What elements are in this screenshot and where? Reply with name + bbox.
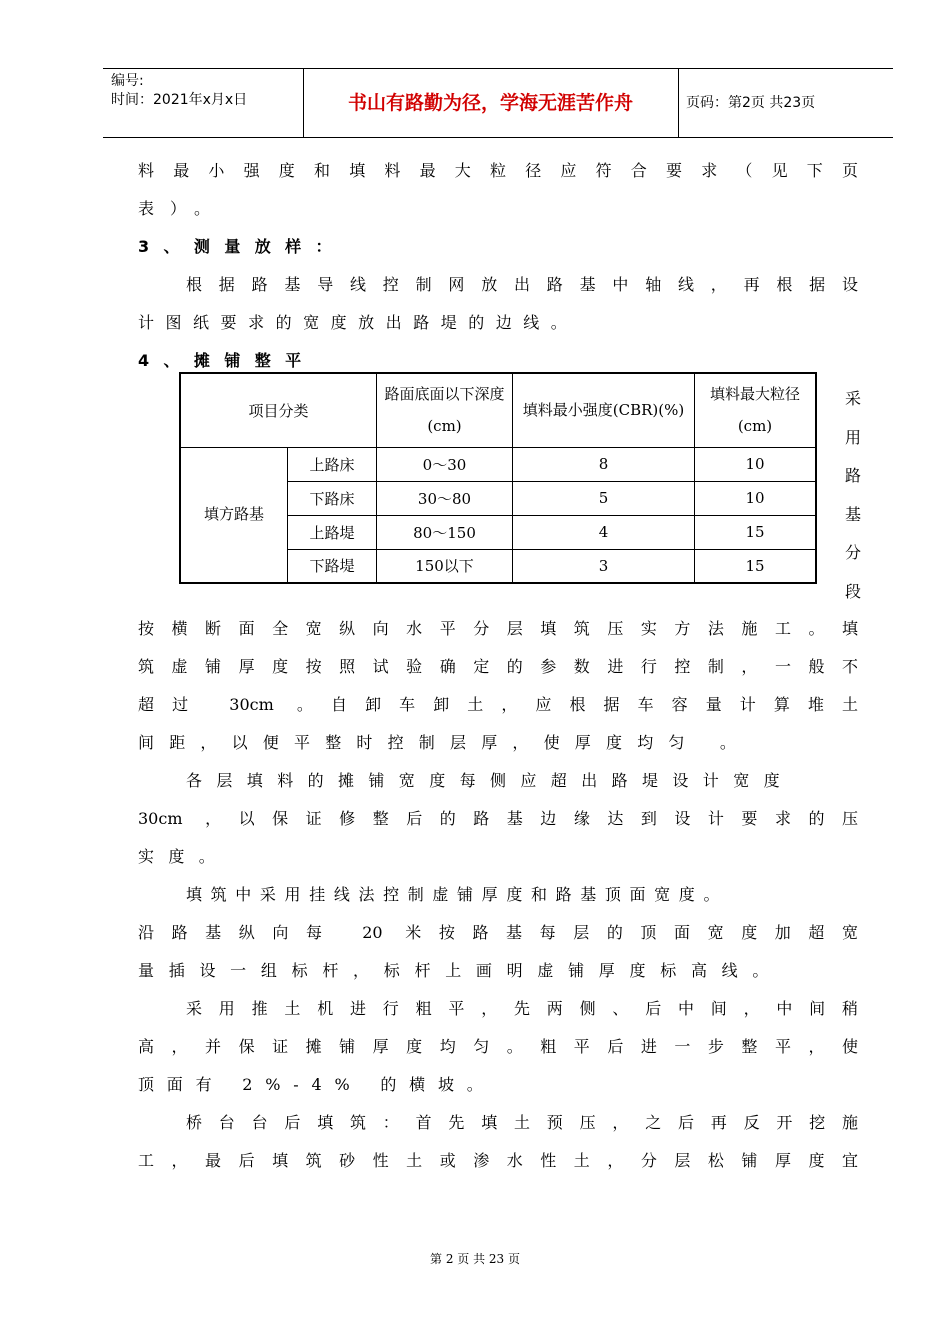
header-depth: 路面底面以下深度(cm) <box>377 373 513 447</box>
group-label: 填方路基 <box>180 447 288 583</box>
row-name: 下路堤 <box>288 549 377 583</box>
row-depth: 30～80 <box>377 481 513 515</box>
side-text-char: 段 <box>844 582 861 601</box>
row-strength: 4 <box>513 515 695 549</box>
row-name: 上路堤 <box>288 515 377 549</box>
paragraph-line: 顶面有 2%-4% 的横坡。 <box>138 1075 496 1094</box>
row-name: 下路床 <box>288 481 377 515</box>
paragraph-line: 实度。 <box>138 847 230 866</box>
side-text-char: 用 <box>844 428 861 447</box>
paragraph-line: 填筑中采用挂线法控制虚铺厚度和路基顶面宽度。 <box>186 885 729 904</box>
side-text-char: 采 <box>844 389 861 408</box>
section-heading-3: 3、测量放样： <box>138 237 346 256</box>
paragraph-line: 超过 30cm 。自卸车卸土，应根据车容量计算堆土 <box>138 695 858 714</box>
side-text-char: 分 <box>844 543 861 562</box>
row-strength: 5 <box>513 481 695 515</box>
row-size: 15 <box>695 549 817 583</box>
header-page-info: 页码：第2页 共23页 <box>686 95 816 111</box>
paragraph-line: 量插设一组标杆，标杆上画明虚铺厚度标高线。 <box>138 961 784 980</box>
row-name: 上路床 <box>288 447 377 481</box>
page-footer: 第 2 页 共 23 页 <box>430 1252 520 1266</box>
paragraph-line: 间距，以便平整时控制层厚，使厚度均匀 。 <box>138 733 752 752</box>
paragraph-line: 采用推土机进行粗平，先两侧、后中间，中间稍 <box>186 999 858 1018</box>
paragraph-line: 30cm ，以保证修整后的路基边缘达到设计要求的压 <box>138 809 858 828</box>
row-depth: 0～30 <box>377 447 513 481</box>
side-text-char: 路 <box>844 466 861 485</box>
page-header <box>103 68 893 138</box>
paragraph-line: 沿路基纵向每 20 米按路基每层的顶面宽度加超宽 <box>138 923 858 942</box>
header-size: 填料最大粒径(cm) <box>695 373 817 447</box>
header-meta <box>111 72 247 110</box>
fill-spec-table <box>179 372 817 584</box>
table-row <box>180 447 816 481</box>
row-size: 15 <box>695 515 817 549</box>
paragraph-line: 表）。 <box>138 199 227 218</box>
header-divider <box>678 69 679 137</box>
paragraph-line: 工，最后填筑砂性土或渗水性土，分层松铺厚度宜 <box>138 1151 858 1170</box>
row-size: 10 <box>695 481 817 515</box>
paragraph-line: 计图纸要求的宽度放出路堤的边线。 <box>138 313 579 332</box>
row-depth: 80～150 <box>377 515 513 549</box>
paragraph-line: 桥台台后填筑：首先填土预压，之后再反开挖施 <box>186 1113 858 1132</box>
paragraph-line: 根据路基导线控制网放出路基中轴线，再根据设 <box>186 275 858 294</box>
row-strength: 3 <box>513 549 695 583</box>
table-header-row <box>180 373 816 447</box>
row-size: 10 <box>695 447 817 481</box>
header-category: 项目分类 <box>180 373 377 447</box>
paragraph-line: 高，并保证摊铺厚度均匀。粗平后进一步整平，使 <box>138 1037 858 1056</box>
section-heading-4: 4、摊铺整平 <box>138 351 316 370</box>
side-text-char: 基 <box>844 505 861 524</box>
time-label: 时间：2021年x月x日 <box>111 92 248 108</box>
paragraph-line: 按横断面全宽纵向水平分层填筑压实方法施工。填 <box>138 619 858 638</box>
paragraph-line: 各层填料的摊铺宽度每侧应超出路堤设计宽度 <box>186 771 795 790</box>
paragraph-line: 料最小强度和填料最大粒径应符合要求（见下页 <box>138 161 858 180</box>
row-strength: 8 <box>513 447 695 481</box>
paragraph-line: 筑虚铺厚度按照试验确定的参数进行控制，一般不 <box>138 657 858 676</box>
row-depth: 150以下 <box>377 549 513 583</box>
header-strength: 填料最小强度(CBR)(%) <box>513 373 695 447</box>
header-motto: 书山有路勤为径，学海无涯苦作舟 <box>347 92 633 114</box>
number-label: 编号: <box>111 73 144 89</box>
